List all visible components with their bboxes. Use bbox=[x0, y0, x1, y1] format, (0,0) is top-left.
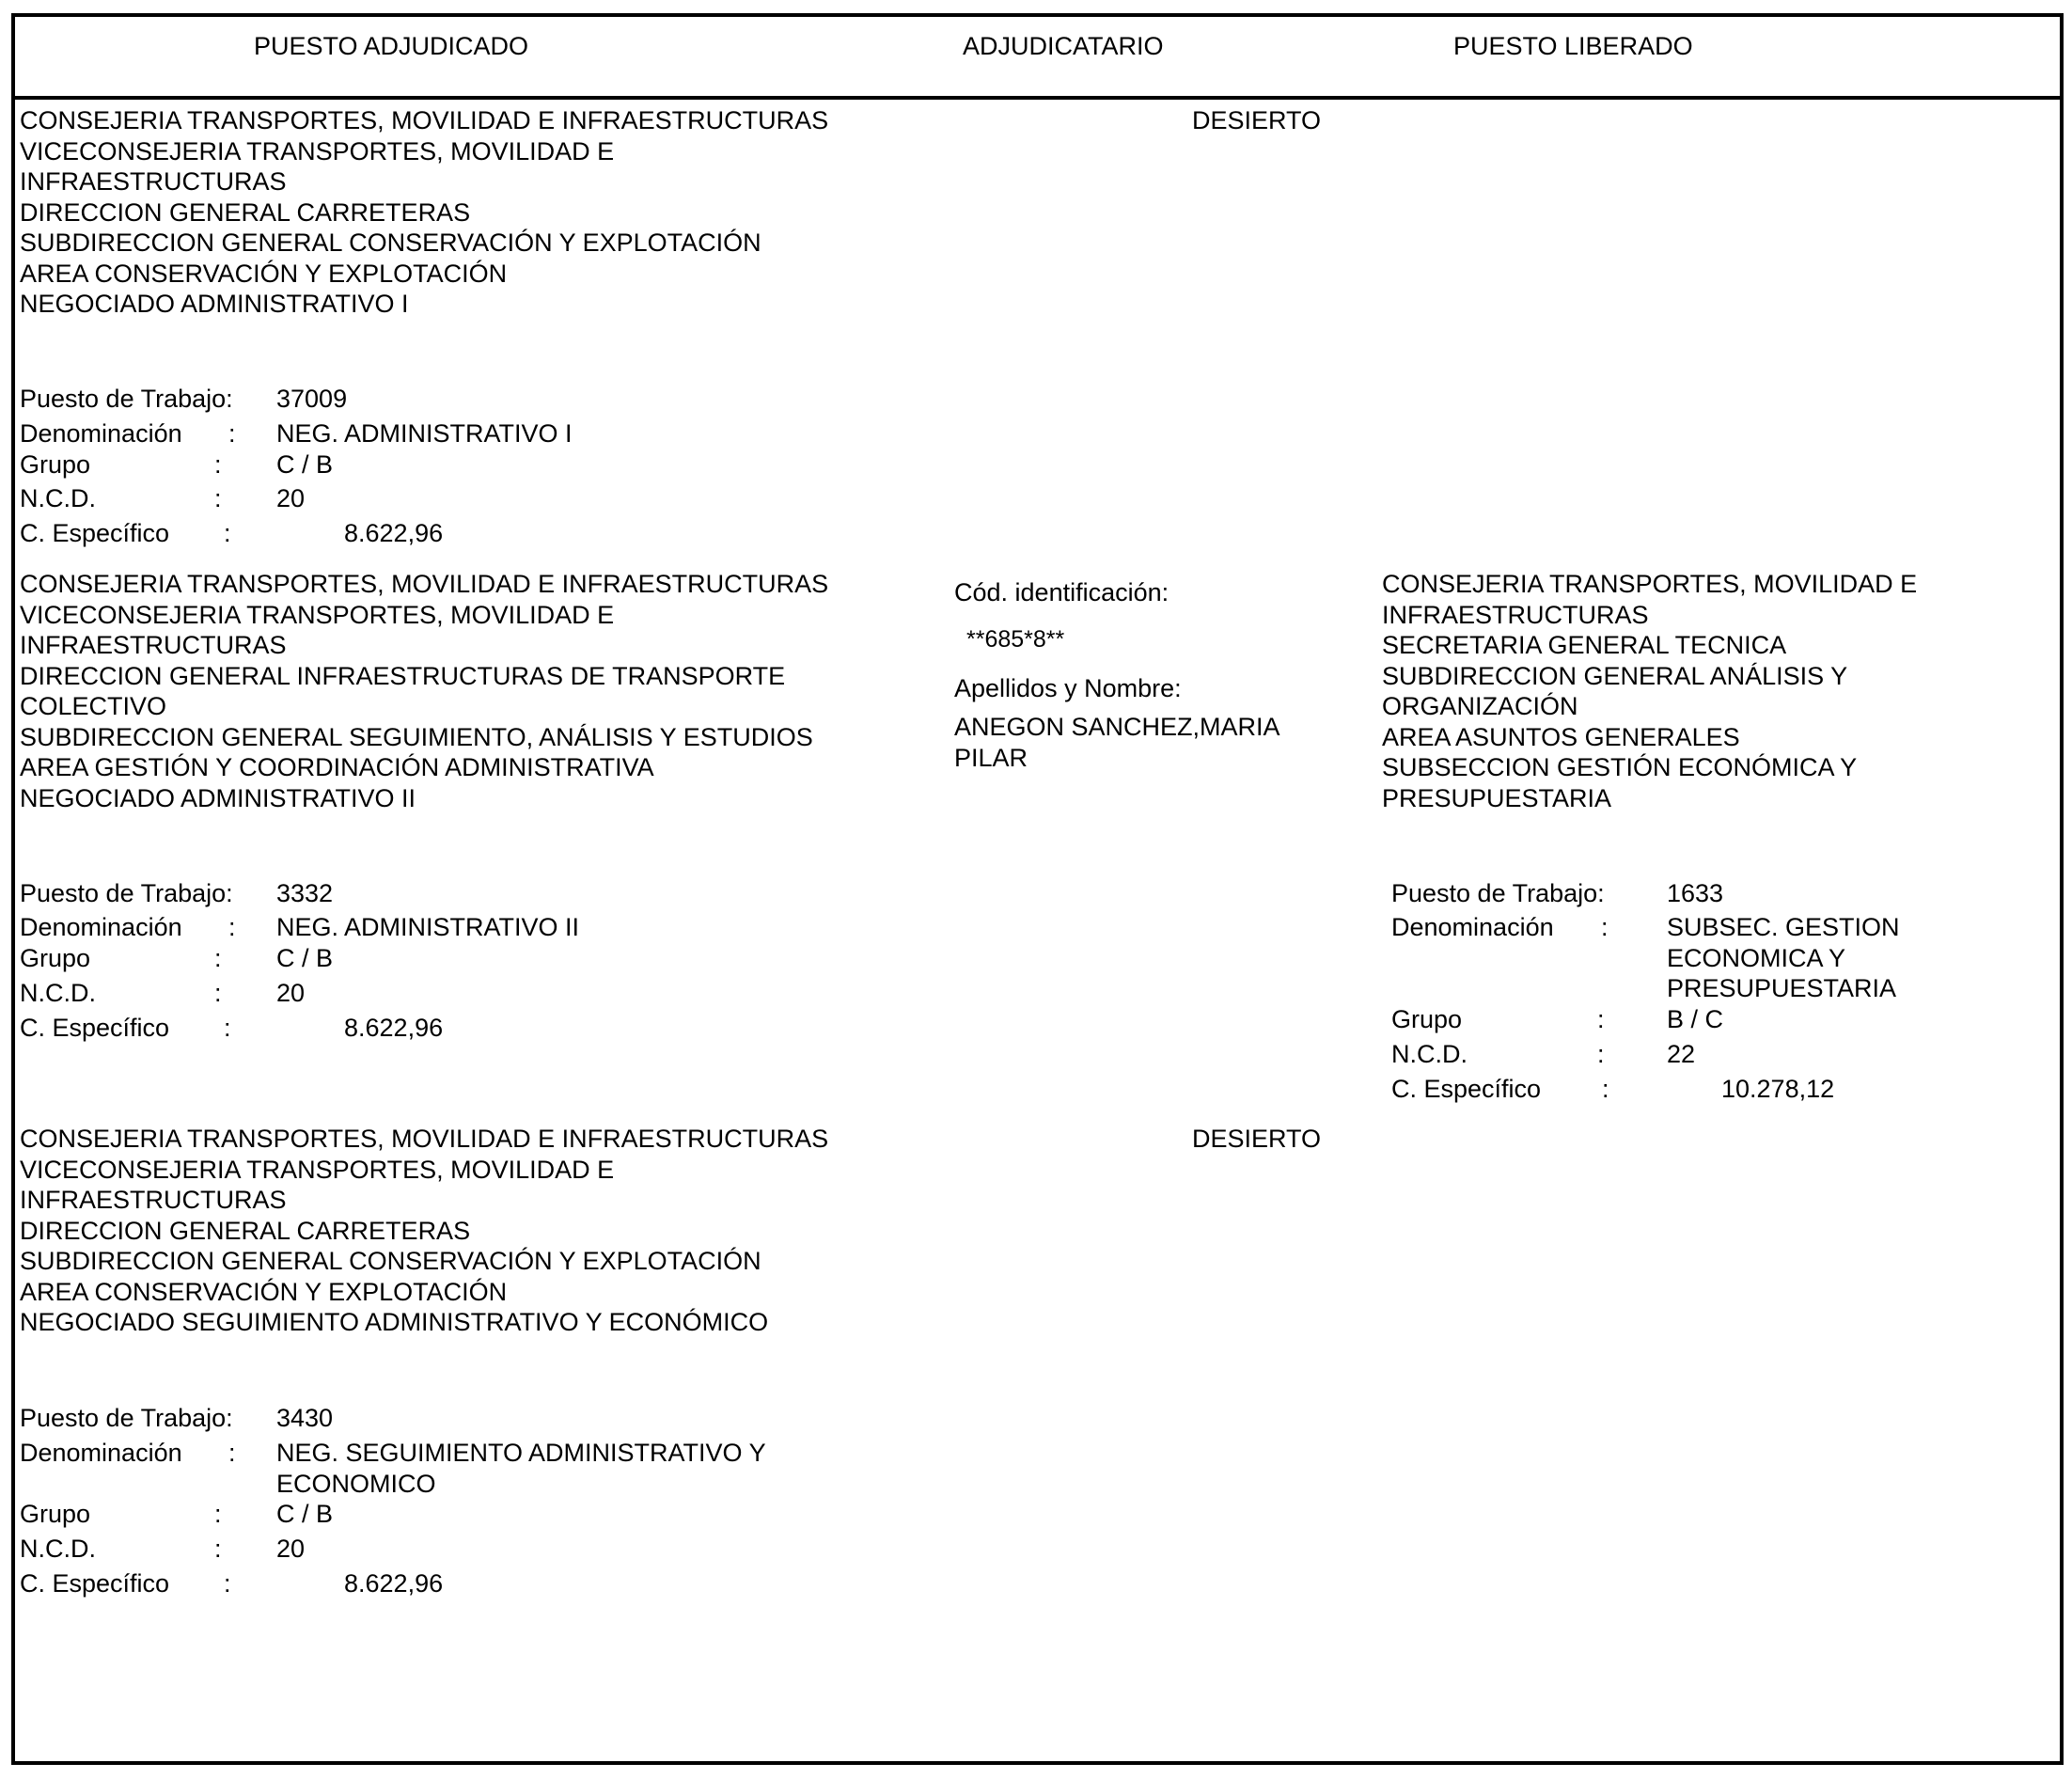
org-line: AREA GESTIÓN Y COORDINACIÓN ADMINISTRATIVA bbox=[20, 753, 654, 781]
org-line: VICECONSEJERIA TRANSPORTES, MOVILIDAD E bbox=[20, 136, 615, 165]
entry-1-ncd-label: N.C.D. bbox=[20, 484, 96, 512]
liberado-grupo-value: B / C bbox=[1667, 1005, 1724, 1033]
colon: : bbox=[214, 450, 222, 479]
liberado-denominacion-value bbox=[1667, 912, 1900, 1004]
entry-3-denominacion-label: Denominación bbox=[20, 1439, 182, 1467]
org-line: INFRAESTRUCTURAS bbox=[20, 167, 287, 196]
entry-3-ncd-label: N.C.D. bbox=[20, 1535, 96, 1563]
entry-1-especifico-label: C. Específico bbox=[20, 519, 170, 547]
entry-2-denominacion-value: NEG. ADMINISTRATIVO II bbox=[276, 913, 580, 941]
entry-2-liberado-org bbox=[1382, 569, 1917, 813]
nombre-line: PILAR bbox=[954, 743, 1028, 772]
org-line: CONSEJERIA TRANSPORTES, MOVILIDAD E INFRAESTRUCTURAS bbox=[20, 1125, 829, 1153]
entry-1-ncd-value: 20 bbox=[276, 484, 306, 512]
org-line: AREA ASUNTOS GENERALES bbox=[1382, 722, 1740, 751]
org-line: SUBDIRECCION GENERAL CONSERVACIÓN Y EXPLOTACIÓN bbox=[20, 1247, 761, 1275]
org-line: SUBDIRECCION GENERAL CONSERVACIÓN Y EXPLOTACIÓN bbox=[20, 228, 761, 257]
org-line: DIRECCION GENERAL CARRETERAS bbox=[20, 197, 471, 227]
liberado-ncd-value: 22 bbox=[1667, 1040, 1696, 1068]
entry-3-especifico-label: C. Específico bbox=[20, 1569, 170, 1598]
colon: : bbox=[1601, 913, 1609, 941]
entry-1-denominacion-label: Denominación bbox=[20, 419, 182, 448]
denominacion-line: SUBSEC. GESTION bbox=[1667, 913, 1900, 941]
entry-3-ncd-value: 20 bbox=[276, 1535, 306, 1563]
liberado-denominacion-label: Denominación bbox=[1391, 913, 1554, 941]
org-line: SUBSECCION GESTIÓN ECONÓMICA Y bbox=[1382, 753, 1858, 781]
colon: : bbox=[228, 419, 236, 448]
entry-2-grupo-value: C / B bbox=[276, 944, 334, 972]
org-line: CONSEJERIA TRANSPORTES, MOVILIDAD E INFRAESTRUCTURAS bbox=[20, 106, 829, 134]
org-line: DIRECCION GENERAL CARRETERAS bbox=[20, 1216, 471, 1245]
liberado-puesto-label: Puesto de Trabajo: bbox=[1391, 879, 1605, 907]
entry-2-denominacion-label: Denominación bbox=[20, 913, 182, 941]
entry-3-puesto-label: Puesto de Trabajo: bbox=[20, 1404, 233, 1432]
entry-2-grupo-label: Grupo bbox=[20, 944, 91, 972]
org-line: NEGOCIADO SEGUIMIENTO ADMINISTRATIVO Y ECONÓMICO bbox=[20, 1308, 769, 1336]
org-line: SUBDIRECCION GENERAL SEGUIMIENTO, ANÁLISIS Y ESTUDIOS bbox=[20, 722, 813, 751]
org-line: VICECONSEJERIA TRANSPORTES, MOVILIDAD E bbox=[20, 600, 615, 629]
entry-3-puesto-value: 3430 bbox=[276, 1404, 334, 1432]
colon: : bbox=[228, 913, 236, 941]
colon: : bbox=[1602, 1075, 1609, 1103]
org-line: SUBDIRECCION GENERAL ANÁLISIS Y bbox=[1382, 661, 1848, 690]
entry-1-puesto-label: Puesto de Trabajo: bbox=[20, 385, 233, 413]
entry-2-ncd-label: N.C.D. bbox=[20, 979, 96, 1007]
colon: : bbox=[224, 519, 231, 547]
colon: : bbox=[214, 1535, 222, 1563]
entry-1-grupo-value: C / B bbox=[276, 450, 334, 479]
org-line: VICECONSEJERIA TRANSPORTES, MOVILIDAD E bbox=[20, 1155, 615, 1184]
colon: : bbox=[214, 1500, 222, 1528]
header-puesto-liberado: PUESTO LIBERADO bbox=[1453, 32, 1693, 60]
org-line: SECRETARIA GENERAL TECNICA bbox=[1382, 631, 1787, 659]
colon: : bbox=[224, 1569, 231, 1598]
entry-3-especifico-value: 8.622,96 bbox=[344, 1569, 444, 1598]
apellidos-nombre-label: Apellidos y Nombre: bbox=[954, 674, 1182, 702]
colon: : bbox=[214, 484, 222, 512]
org-line: COLECTIVO bbox=[20, 692, 167, 720]
org-line: INFRAESTRUCTURAS bbox=[20, 631, 287, 659]
entry-1-especifico-value: 8.622,96 bbox=[344, 519, 444, 547]
org-line: CONSEJERIA TRANSPORTES, MOVILIDAD E INFRAESTRUCTURAS bbox=[20, 570, 829, 598]
liberado-ncd-label: N.C.D. bbox=[1391, 1040, 1468, 1068]
denominacion-line: ECONOMICO bbox=[276, 1469, 436, 1498]
org-line: ORGANIZACIÓN bbox=[1382, 692, 1578, 720]
header-divider bbox=[11, 96, 2064, 100]
liberado-puesto-value: 1633 bbox=[1667, 879, 1724, 907]
entry-2-especifico-value: 8.622,96 bbox=[344, 1014, 444, 1042]
org-line: PRESUPUESTARIA bbox=[1382, 783, 1612, 812]
org-line: AREA CONSERVACIÓN Y EXPLOTACIÓN bbox=[20, 1277, 508, 1306]
org-line: INFRAESTRUCTURAS bbox=[1382, 600, 1649, 629]
nombre-line: ANEGON SANCHEZ,MARIA bbox=[954, 713, 1280, 741]
liberado-especifico-label: C. Específico bbox=[1391, 1075, 1542, 1103]
entry-1-puesto-value: 37009 bbox=[276, 385, 348, 413]
entry-2-puesto-value: 3332 bbox=[276, 879, 334, 907]
entry-3-grupo-value: C / B bbox=[276, 1500, 334, 1528]
org-line: AREA CONSERVACIÓN Y EXPLOTACIÓN bbox=[20, 259, 508, 288]
org-line: NEGOCIADO ADMINISTRATIVO II bbox=[20, 783, 416, 812]
denominacion-line: NEG. SEGUIMIENTO ADMINISTRATIVO Y bbox=[276, 1439, 766, 1467]
colon: : bbox=[224, 1014, 231, 1042]
entry-2-especifico-label: C. Específico bbox=[20, 1014, 170, 1042]
entry-1-org bbox=[20, 105, 828, 320]
entry-3-grupo-label: Grupo bbox=[20, 1500, 91, 1528]
cod-identificacion-label: Cód. identificación: bbox=[954, 578, 1169, 606]
colon: : bbox=[228, 1439, 236, 1467]
entry-2-puesto-label: Puesto de Trabajo: bbox=[20, 879, 233, 907]
denominacion-line: PRESUPUESTARIA bbox=[1667, 974, 1897, 1002]
entry-1-adjudicatario-desierto: DESIERTO bbox=[1192, 106, 1322, 134]
entry-3-adjudicatario-desierto: DESIERTO bbox=[1192, 1125, 1322, 1153]
denominacion-line: ECONOMICA Y bbox=[1667, 943, 1846, 972]
org-line: DIRECCION GENERAL INFRAESTRUCTURAS DE TRANSPORTE bbox=[20, 661, 786, 690]
entry-2-ncd-value: 20 bbox=[276, 979, 306, 1007]
colon: : bbox=[1597, 1040, 1605, 1068]
entry-2-org bbox=[20, 569, 828, 813]
entry-3-denominacion-value bbox=[276, 1438, 766, 1499]
colon: : bbox=[214, 944, 222, 972]
colon: : bbox=[1597, 1005, 1605, 1033]
org-line: NEGOCIADO ADMINISTRATIVO I bbox=[20, 290, 409, 318]
entry-3-org bbox=[20, 1124, 828, 1338]
header-adjudicatario: ADJUDICATARIO bbox=[963, 32, 1164, 60]
entry-1-denominacion-value: NEG. ADMINISTRATIVO I bbox=[276, 419, 573, 448]
cod-identificacion-value: **685*8** bbox=[966, 626, 1065, 653]
colon: : bbox=[214, 979, 222, 1007]
org-line: INFRAESTRUCTURAS bbox=[20, 1186, 287, 1214]
apellidos-nombre-value bbox=[954, 712, 1280, 773]
org-line: CONSEJERIA TRANSPORTES, MOVILIDAD E bbox=[1382, 570, 1918, 598]
entry-1-grupo-label: Grupo bbox=[20, 450, 91, 479]
liberado-grupo-label: Grupo bbox=[1391, 1005, 1463, 1033]
liberado-especifico-value: 10.278,12 bbox=[1721, 1075, 1835, 1103]
header-puesto-adjudicado: PUESTO ADJUDICADO bbox=[254, 32, 529, 60]
